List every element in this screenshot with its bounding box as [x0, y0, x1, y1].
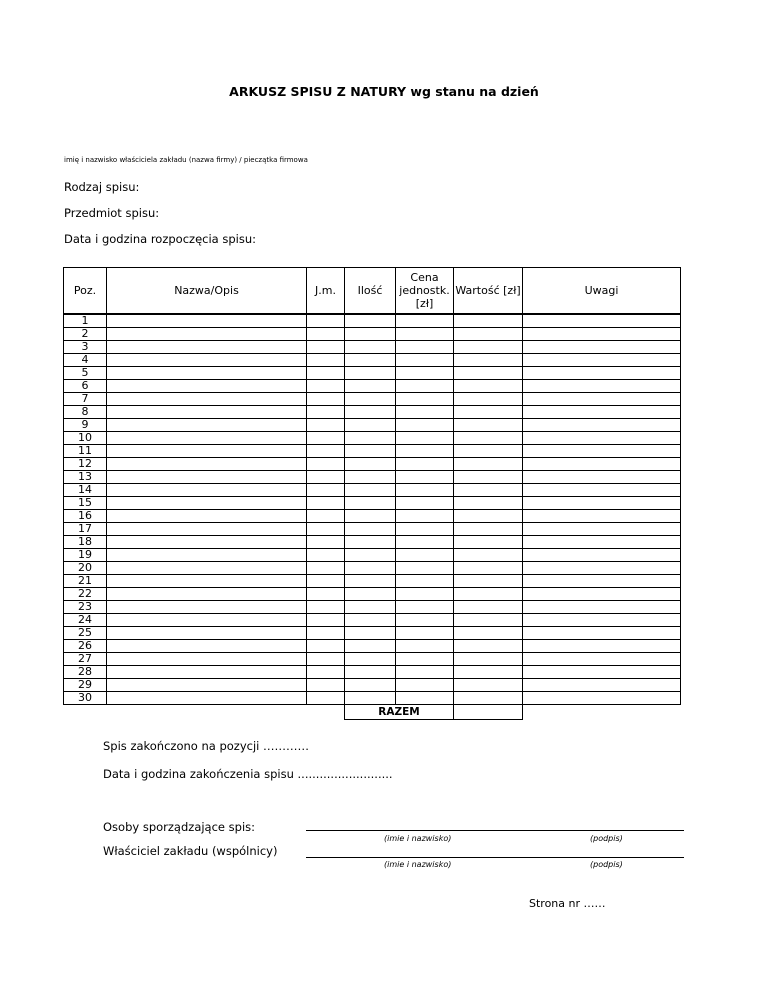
- table-row: [64, 510, 681, 523]
- cell-cena[interactable]: [396, 406, 454, 419]
- cell-wartosc[interactable]: [454, 354, 523, 367]
- cell-ilosc[interactable]: [345, 614, 396, 627]
- cell-cena[interactable]: [396, 471, 454, 484]
- cell-wartosc[interactable]: [454, 562, 523, 575]
- table-body: [64, 314, 681, 705]
- cell-uwagi[interactable]: [523, 640, 681, 653]
- cell-cena[interactable]: [396, 549, 454, 562]
- cell-nazwa[interactable]: [107, 471, 307, 484]
- cell-uwagi[interactable]: [523, 653, 681, 666]
- cell-poz: 7: [64, 393, 107, 406]
- cell-poz: 5: [64, 367, 107, 380]
- cell-poz: 24: [64, 614, 107, 627]
- cell-uwagi[interactable]: [523, 484, 681, 497]
- cell-poz: 20: [64, 562, 107, 575]
- cell-wartosc[interactable]: [454, 666, 523, 679]
- table-row: [64, 562, 681, 575]
- cell-jm[interactable]: [307, 575, 345, 588]
- cell-ilosc[interactable]: [345, 341, 396, 354]
- table-row: [64, 314, 681, 328]
- cell-jm[interactable]: [307, 445, 345, 458]
- cell-jm[interactable]: [307, 588, 345, 601]
- page-title: ARKUSZ SPISU Z NATURY wg stanu na dzień: [229, 84, 539, 99]
- cell-wartosc[interactable]: [454, 406, 523, 419]
- cell-nazwa[interactable]: [107, 328, 307, 341]
- cell-nazwa[interactable]: [107, 406, 307, 419]
- table-row: [64, 419, 681, 432]
- cell-wartosc[interactable]: [454, 458, 523, 471]
- table-row: [64, 614, 681, 627]
- cell-wartosc[interactable]: [454, 692, 523, 705]
- cell-poz: 18: [64, 536, 107, 549]
- cell-uwagi[interactable]: [523, 562, 681, 575]
- cell-cena[interactable]: [396, 510, 454, 523]
- cell-cena[interactable]: [396, 341, 454, 354]
- cell-jm[interactable]: [307, 471, 345, 484]
- table-row: [64, 354, 681, 367]
- cell-uwagi[interactable]: [523, 627, 681, 640]
- table-row: [64, 367, 681, 380]
- cell-wartosc[interactable]: [454, 471, 523, 484]
- cell-wartosc[interactable]: [454, 367, 523, 380]
- cell-ilosc[interactable]: [345, 510, 396, 523]
- cell-nazwa[interactable]: [107, 692, 307, 705]
- cell-uwagi[interactable]: [523, 393, 681, 406]
- table-row: [64, 679, 681, 692]
- cell-nazwa[interactable]: [107, 601, 307, 614]
- cell-ilosc[interactable]: [345, 562, 396, 575]
- cell-cena[interactable]: [396, 367, 454, 380]
- cell-ilosc[interactable]: [345, 549, 396, 562]
- cell-uwagi[interactable]: [523, 354, 681, 367]
- cell-jm[interactable]: [307, 314, 345, 328]
- owner-caption: imię i nazwisko właściciela zakładu (nazwa firmy) / pieczątka firmowa: [64, 156, 308, 164]
- cell-wartosc[interactable]: [454, 314, 523, 328]
- cell-jm[interactable]: [307, 679, 345, 692]
- cell-wartosc[interactable]: [454, 341, 523, 354]
- cell-cena[interactable]: [396, 588, 454, 601]
- cell-wartosc[interactable]: [454, 523, 523, 536]
- cell-ilosc[interactable]: [345, 328, 396, 341]
- cell-ilosc[interactable]: [345, 419, 396, 432]
- table-row: [64, 341, 681, 354]
- cell-uwagi[interactable]: [523, 367, 681, 380]
- cell-nazwa[interactable]: [107, 588, 307, 601]
- cell-jm[interactable]: [307, 536, 345, 549]
- header-nazwa: Nazwa/Opis: [107, 268, 307, 315]
- cell-jm[interactable]: [307, 549, 345, 562]
- cell-nazwa[interactable]: [107, 575, 307, 588]
- cell-cena[interactable]: [396, 536, 454, 549]
- table-row: [64, 471, 681, 484]
- cell-ilosc[interactable]: [345, 458, 396, 471]
- cell-jm[interactable]: [307, 393, 345, 406]
- field-data-rozpoczecia: Data i godzina rozpoczęcia spisu:: [64, 232, 257, 246]
- cell-poz: 28: [64, 666, 107, 679]
- cell-poz: 11: [64, 445, 107, 458]
- cell-cena[interactable]: [396, 354, 454, 367]
- cell-uwagi[interactable]: [523, 692, 681, 705]
- cell-wartosc[interactable]: [454, 432, 523, 445]
- total-row: [64, 705, 681, 720]
- header-cena-line3: [zł]: [415, 297, 434, 310]
- cell-poz: 25: [64, 627, 107, 640]
- cell-cena[interactable]: [396, 614, 454, 627]
- header-wartosc: Wartość [zł]: [454, 268, 523, 315]
- cell-uwagi[interactable]: [523, 523, 681, 536]
- cell-wartosc[interactable]: [454, 380, 523, 393]
- cell-jm[interactable]: [307, 458, 345, 471]
- cell-wartosc[interactable]: [454, 575, 523, 588]
- table-row: [64, 406, 681, 419]
- cell-jm[interactable]: [307, 666, 345, 679]
- cell-jm[interactable]: [307, 640, 345, 653]
- cell-poz: 14: [64, 484, 107, 497]
- cell-poz: 2: [64, 328, 107, 341]
- cell-nazwa[interactable]: [107, 484, 307, 497]
- caption-name-2: (imie i nazwisko): [384, 860, 452, 869]
- cell-poz: 26: [64, 640, 107, 653]
- cell-jm[interactable]: [307, 614, 345, 627]
- table-row: [64, 653, 681, 666]
- signature-line-2[interactable]: [306, 857, 684, 858]
- cell-cena[interactable]: [396, 445, 454, 458]
- cell-wartosc[interactable]: [454, 627, 523, 640]
- table-row: [64, 328, 681, 341]
- header-uwagi: Uwagi: [523, 268, 681, 315]
- cell-cena[interactable]: [396, 432, 454, 445]
- cell-cena[interactable]: [396, 601, 454, 614]
- cell-cena[interactable]: [396, 640, 454, 653]
- cell-cena[interactable]: [396, 627, 454, 640]
- cell-uwagi[interactable]: [523, 471, 681, 484]
- cell-cena[interactable]: [396, 679, 454, 692]
- header-jm: J.m.: [307, 268, 345, 315]
- cell-nazwa[interactable]: [107, 419, 307, 432]
- caption-sign-1: (podpis): [590, 834, 623, 843]
- cell-cena[interactable]: [396, 575, 454, 588]
- cell-cena[interactable]: [396, 562, 454, 575]
- cell-jm[interactable]: [307, 341, 345, 354]
- cell-nazwa[interactable]: [107, 354, 307, 367]
- cell-jm[interactable]: [307, 653, 345, 666]
- cell-cena[interactable]: [396, 666, 454, 679]
- page-number: Strona nr ……: [529, 897, 606, 910]
- cell-uwagi[interactable]: [523, 614, 681, 627]
- cell-jm[interactable]: [307, 380, 345, 393]
- cell-poz: 27: [64, 653, 107, 666]
- cell-ilosc[interactable]: [345, 588, 396, 601]
- cell-jm[interactable]: [307, 510, 345, 523]
- header-cena: [396, 268, 454, 315]
- cell-nazwa[interactable]: [107, 549, 307, 562]
- table-row: [64, 497, 681, 510]
- table-row: [64, 445, 681, 458]
- cell-wartosc[interactable]: [454, 679, 523, 692]
- table-row: [64, 393, 681, 406]
- cell-nazwa[interactable]: [107, 614, 307, 627]
- cell-ilosc[interactable]: [345, 692, 396, 705]
- cell-cena[interactable]: [396, 497, 454, 510]
- cell-ilosc[interactable]: [345, 666, 396, 679]
- cell-nazwa[interactable]: [107, 393, 307, 406]
- table-row: [64, 601, 681, 614]
- cell-wartosc[interactable]: [454, 614, 523, 627]
- cell-nazwa[interactable]: [107, 679, 307, 692]
- cell-wartosc[interactable]: [454, 601, 523, 614]
- cell-nazwa[interactable]: [107, 314, 307, 328]
- cell-ilosc[interactable]: [345, 536, 396, 549]
- cell-jm[interactable]: [307, 406, 345, 419]
- cell-poz: 29: [64, 679, 107, 692]
- cell-poz: 4: [64, 354, 107, 367]
- cell-cena[interactable]: [396, 484, 454, 497]
- cell-poz: 13: [64, 471, 107, 484]
- table-row: [64, 432, 681, 445]
- cell-ilosc[interactable]: [345, 380, 396, 393]
- cell-jm[interactable]: [307, 601, 345, 614]
- caption-name-1: (imie i nazwisko): [384, 834, 452, 843]
- cell-wartosc[interactable]: [454, 393, 523, 406]
- cell-wartosc[interactable]: [454, 419, 523, 432]
- cell-poz: 23: [64, 601, 107, 614]
- table-row: [64, 640, 681, 653]
- header-poz: Poz.: [64, 268, 107, 315]
- table-row: [64, 458, 681, 471]
- cell-ilosc[interactable]: [345, 575, 396, 588]
- cell-poz: 3: [64, 341, 107, 354]
- cell-poz: 10: [64, 432, 107, 445]
- cell-uwagi[interactable]: [523, 445, 681, 458]
- cell-jm[interactable]: [307, 692, 345, 705]
- cell-uwagi[interactable]: [523, 536, 681, 549]
- cell-poz: 16: [64, 510, 107, 523]
- cell-poz: 21: [64, 575, 107, 588]
- total-label: RAZEM: [345, 705, 454, 720]
- total-spacer-right: [523, 705, 681, 720]
- header-ilosc: Ilość: [345, 268, 396, 315]
- cell-uwagi[interactable]: [523, 601, 681, 614]
- cell-uwagi[interactable]: [523, 588, 681, 601]
- table-row: [64, 380, 681, 393]
- cell-cena[interactable]: [396, 419, 454, 432]
- cell-poz: 12: [64, 458, 107, 471]
- cell-wartosc[interactable]: [454, 484, 523, 497]
- cell-wartosc[interactable]: [454, 588, 523, 601]
- table-row: [64, 549, 681, 562]
- cell-nazwa[interactable]: [107, 627, 307, 640]
- cell-jm[interactable]: [307, 419, 345, 432]
- signature-line-1[interactable]: [306, 830, 684, 831]
- cell-nazwa[interactable]: [107, 562, 307, 575]
- cell-poz: 6: [64, 380, 107, 393]
- cell-jm[interactable]: [307, 627, 345, 640]
- cell-jm[interactable]: [307, 497, 345, 510]
- cell-uwagi[interactable]: [523, 380, 681, 393]
- table-row: [64, 575, 681, 588]
- cell-poz: 17: [64, 523, 107, 536]
- cell-uwagi[interactable]: [523, 406, 681, 419]
- cell-wartosc[interactable]: [454, 497, 523, 510]
- cell-jm[interactable]: [307, 484, 345, 497]
- cell-ilosc[interactable]: [345, 679, 396, 692]
- cell-jm[interactable]: [307, 328, 345, 341]
- cell-cena[interactable]: [396, 653, 454, 666]
- cell-ilosc[interactable]: [345, 406, 396, 419]
- cell-poz: 19: [64, 549, 107, 562]
- cell-ilosc[interactable]: [345, 445, 396, 458]
- table-row: [64, 692, 681, 705]
- cell-cena[interactable]: [396, 523, 454, 536]
- cell-nazwa[interactable]: [107, 510, 307, 523]
- field-przedmiot-spisu: Przedmiot spisu:: [64, 206, 160, 220]
- cell-uwagi[interactable]: [523, 679, 681, 692]
- cell-poz: 22: [64, 588, 107, 601]
- osoby-sporzadzajace: Osoby sporządzające spis:: [103, 820, 256, 834]
- header-cena-line2: jednostk.: [399, 284, 450, 297]
- cell-nazwa[interactable]: [107, 380, 307, 393]
- cell-cena[interactable]: [396, 692, 454, 705]
- cell-cena[interactable]: [396, 328, 454, 341]
- table-row: [64, 536, 681, 549]
- wlasciciel-zakladu: Właściciel zakładu (wspólnicy): [103, 844, 278, 858]
- cell-nazwa[interactable]: [107, 536, 307, 549]
- cell-uwagi[interactable]: [523, 314, 681, 328]
- total-spacer: [64, 705, 345, 720]
- cell-wartosc[interactable]: [454, 445, 523, 458]
- cell-ilosc[interactable]: [345, 497, 396, 510]
- cell-ilosc[interactable]: [345, 354, 396, 367]
- cell-poz: 30: [64, 692, 107, 705]
- cell-ilosc[interactable]: [345, 523, 396, 536]
- cell-nazwa[interactable]: [107, 666, 307, 679]
- table-row: [64, 523, 681, 536]
- table-row: [64, 484, 681, 497]
- cell-nazwa[interactable]: [107, 497, 307, 510]
- cell-jm[interactable]: [307, 562, 345, 575]
- cell-uwagi[interactable]: [523, 510, 681, 523]
- cell-ilosc[interactable]: [345, 601, 396, 614]
- cell-ilosc[interactable]: [345, 484, 396, 497]
- cell-ilosc[interactable]: [345, 640, 396, 653]
- cell-jm[interactable]: [307, 354, 345, 367]
- cell-nazwa[interactable]: [107, 653, 307, 666]
- cell-wartosc[interactable]: [454, 328, 523, 341]
- cell-ilosc[interactable]: [345, 432, 396, 445]
- cell-wartosc[interactable]: [454, 653, 523, 666]
- cell-wartosc[interactable]: [454, 536, 523, 549]
- cell-poz: 9: [64, 419, 107, 432]
- cell-cena[interactable]: [396, 393, 454, 406]
- cell-ilosc[interactable]: [345, 314, 396, 328]
- cell-cena[interactable]: [396, 380, 454, 393]
- cell-jm[interactable]: [307, 523, 345, 536]
- cell-uwagi[interactable]: [523, 432, 681, 445]
- cell-uwagi[interactable]: [523, 419, 681, 432]
- total-value-cell[interactable]: [454, 705, 523, 720]
- cell-nazwa[interactable]: [107, 445, 307, 458]
- cell-cena[interactable]: [396, 458, 454, 471]
- header-cena-line1: Cena: [410, 271, 439, 284]
- cell-poz: 15: [64, 497, 107, 510]
- field-rodzaj-spisu: Rodzaj spisu:: [64, 180, 140, 194]
- table-header-row: [64, 268, 681, 315]
- cell-cena[interactable]: [396, 314, 454, 328]
- cell-nazwa[interactable]: [107, 458, 307, 471]
- cell-ilosc[interactable]: [345, 627, 396, 640]
- cell-ilosc[interactable]: [345, 393, 396, 406]
- cell-jm[interactable]: [307, 367, 345, 380]
- cell-nazwa[interactable]: [107, 341, 307, 354]
- cell-nazwa[interactable]: [107, 523, 307, 536]
- cell-poz: 1: [64, 314, 107, 328]
- cell-wartosc[interactable]: [454, 640, 523, 653]
- cell-nazwa[interactable]: [107, 367, 307, 380]
- cell-uwagi[interactable]: [523, 666, 681, 679]
- table-row: [64, 588, 681, 601]
- cell-wartosc[interactable]: [454, 510, 523, 523]
- cell-jm[interactable]: [307, 432, 345, 445]
- inventory-table: [63, 267, 681, 720]
- data-zakonczenia: Data i godzina zakończenia spisu ..........................: [103, 767, 393, 781]
- caption-sign-2: (podpis): [590, 860, 623, 869]
- cell-uwagi[interactable]: [523, 497, 681, 510]
- cell-ilosc[interactable]: [345, 471, 396, 484]
- spis-zakonczono: Spis zakończono na pozycji …………: [103, 739, 310, 753]
- cell-nazwa[interactable]: [107, 640, 307, 653]
- cell-uwagi[interactable]: [523, 549, 681, 562]
- cell-wartosc[interactable]: [454, 549, 523, 562]
- cell-uwagi[interactable]: [523, 341, 681, 354]
- cell-uwagi[interactable]: [523, 328, 681, 341]
- cell-uwagi[interactable]: [523, 575, 681, 588]
- cell-ilosc[interactable]: [345, 653, 396, 666]
- cell-ilosc[interactable]: [345, 367, 396, 380]
- table-row: [64, 666, 681, 679]
- cell-uwagi[interactable]: [523, 458, 681, 471]
- cell-poz: 8: [64, 406, 107, 419]
- table-row: [64, 627, 681, 640]
- cell-nazwa[interactable]: [107, 432, 307, 445]
